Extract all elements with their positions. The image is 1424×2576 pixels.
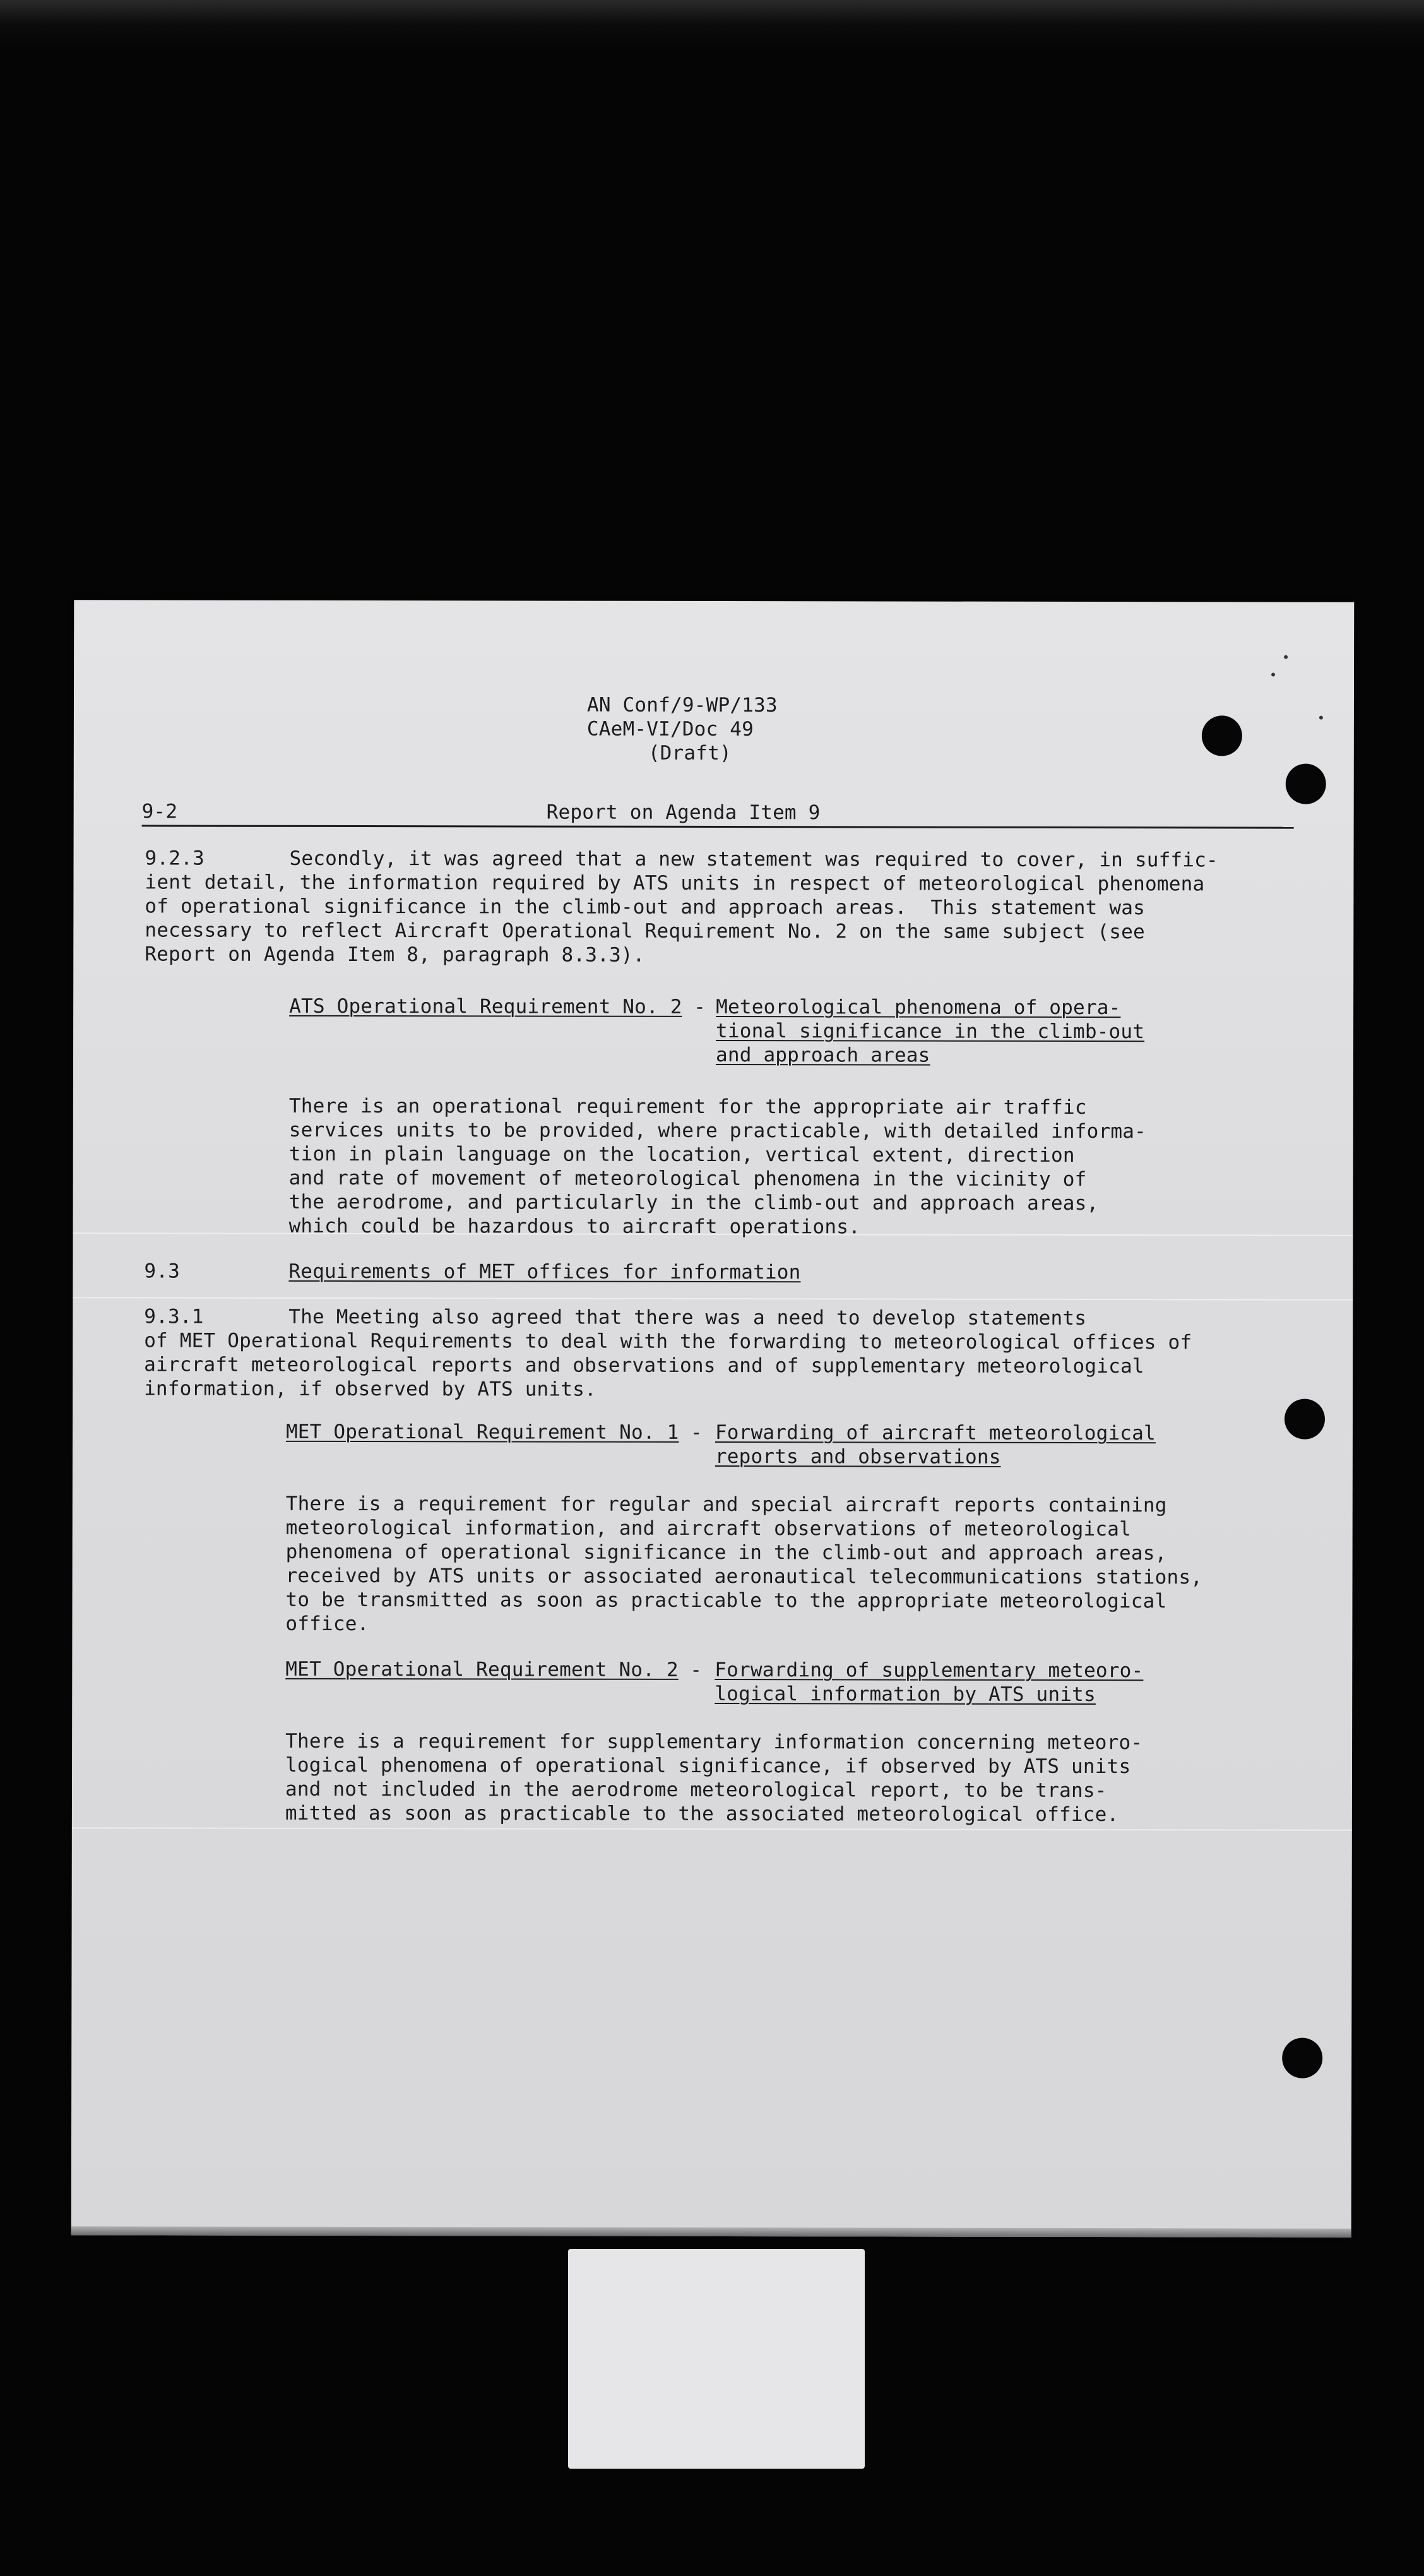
running-head-title: Report on Agenda Item 9 xyxy=(546,801,821,825)
section-title-93: Requirements of MET offices for information xyxy=(288,1260,801,1284)
para-923-line: of operational significance in the climb-out and approach areas. This statement was xyxy=(145,895,1145,920)
speck xyxy=(1271,673,1275,677)
met-requirement-2-body: logical phenomena of operational significance, if observed by ATS units xyxy=(285,1753,1131,1779)
page-number: 9-2 xyxy=(141,800,178,823)
met-requirement-1-title: reports and observations xyxy=(715,1445,1001,1469)
section-number-93: 9.3 xyxy=(144,1260,181,1283)
binder-hole xyxy=(1286,764,1326,804)
ats-requirement-2-title: tional significance in the climb-out xyxy=(716,1020,1145,1044)
header-line-3: (Draft) xyxy=(648,741,732,765)
fold-line xyxy=(72,1827,1352,1831)
met-requirement-2-body: mitted as soon as practicable to the associated meteorological office. xyxy=(285,1801,1119,1827)
binder-hole xyxy=(1202,715,1242,756)
ats-requirement-2-title: and approach areas xyxy=(715,1044,930,1067)
met-requirement-1-body: There is a requirement for regular and special aircraft reports containing xyxy=(285,1492,1167,1517)
met-requirement-2-body: There is a requirement for supplementary information concerning meteoro- xyxy=(285,1729,1143,1755)
para-923-line: Secondly, it was agreed that a new statement was required to cover, in suffic- xyxy=(289,847,1218,872)
document-page xyxy=(71,600,1355,2238)
ats-requirement-2-body: which could be hazardous to aircraft operations. xyxy=(288,1214,861,1239)
met-requirement-2-label: MET Operational Requirement No. 2 xyxy=(285,1657,679,1681)
ats-requirement-2-body: and rate of movement of meteorological phenomena in the vicinity of xyxy=(288,1166,1087,1191)
met-requirement-2-title: logical information by ATS units xyxy=(715,1683,1096,1707)
met-requirement-1-body: meteorological information, and aircraft observations of meteorological xyxy=(285,1516,1132,1541)
met-requirement-2-title: Forwarding of supplementary meteoro- xyxy=(715,1659,1144,1683)
para-number-931: 9.3.1 xyxy=(144,1305,204,1328)
para-923-line: Report on Agenda Item 8, paragraph 8.3.3). xyxy=(145,943,645,967)
speck xyxy=(1284,655,1288,659)
requirement-dash: - xyxy=(694,995,706,1018)
blank-card xyxy=(568,2249,865,2469)
binder-hole xyxy=(1285,1399,1325,1440)
met-requirement-1-title: Forwarding of aircraft meteorological xyxy=(715,1421,1156,1445)
met-requirement-1-body: phenomena of operational significance in the climb-out and approach areas, xyxy=(285,1540,1167,1565)
met-requirement-1-body: office. xyxy=(285,1612,369,1636)
met-requirement-2-body: and not included in the aerodrome meteorological report, to be trans- xyxy=(285,1777,1107,1803)
fold-line xyxy=(73,1297,1353,1301)
header-line-2: CAeM-VI/Doc 49 xyxy=(586,717,754,741)
met-requirement-1-label: MET Operational Requirement No. 1 xyxy=(285,1420,679,1444)
para-923-line: necessary to reflect Aircraft Operational Requirement No. 2 on the same subject (see xyxy=(145,919,1145,944)
binder-hole xyxy=(1282,2038,1322,2078)
scanner-edge xyxy=(0,0,1424,45)
requirement-dash: - xyxy=(690,1658,703,1681)
ats-requirement-2-label: ATS Operational Requirement No. 2 xyxy=(289,994,682,1018)
para-931-line: aircraft meteorological reports and observations and of supplementary meteorological xyxy=(144,1353,1144,1378)
met-requirement-1-body: to be transmitted as soon as practicable to the appropriate meteorological xyxy=(285,1588,1167,1613)
ats-requirement-2-body: services units to be provided, where practicable, with detailed informa- xyxy=(288,1118,1147,1143)
header-rule xyxy=(142,825,1294,828)
ats-requirement-2-body: tion in plain language on the location, vertical extent, direction xyxy=(288,1142,1075,1167)
para-931-line: The Meeting also agreed that there was a need to develop statements xyxy=(288,1305,1087,1330)
ats-requirement-2-title: Meteorological phenomena of opera- xyxy=(716,996,1121,1020)
header-line-1: AN Conf/9-WP/133 xyxy=(586,693,778,717)
para-931-line: information, if observed by ATS units. xyxy=(144,1377,596,1401)
para-number-923: 9.2.3 xyxy=(145,847,205,870)
requirement-dash: - xyxy=(690,1421,703,1444)
para-923-line: ient detail, the information required by ATS units in respect of meteorological phenomena xyxy=(145,871,1205,896)
met-requirement-1-body: received by ATS units or associated aeronautical telecommunications stations, xyxy=(285,1564,1203,1589)
ats-requirement-2-body: There is an operational requirement for the appropriate air traffic xyxy=(288,1094,1087,1119)
ats-requirement-2-body: the aerodrome, and particularly in the climb-out and approach areas, xyxy=(288,1190,1099,1215)
para-931-line: of MET Operational Requirements to deal with the forwarding to meteorological offices of xyxy=(144,1329,1192,1354)
speck xyxy=(1319,716,1323,720)
